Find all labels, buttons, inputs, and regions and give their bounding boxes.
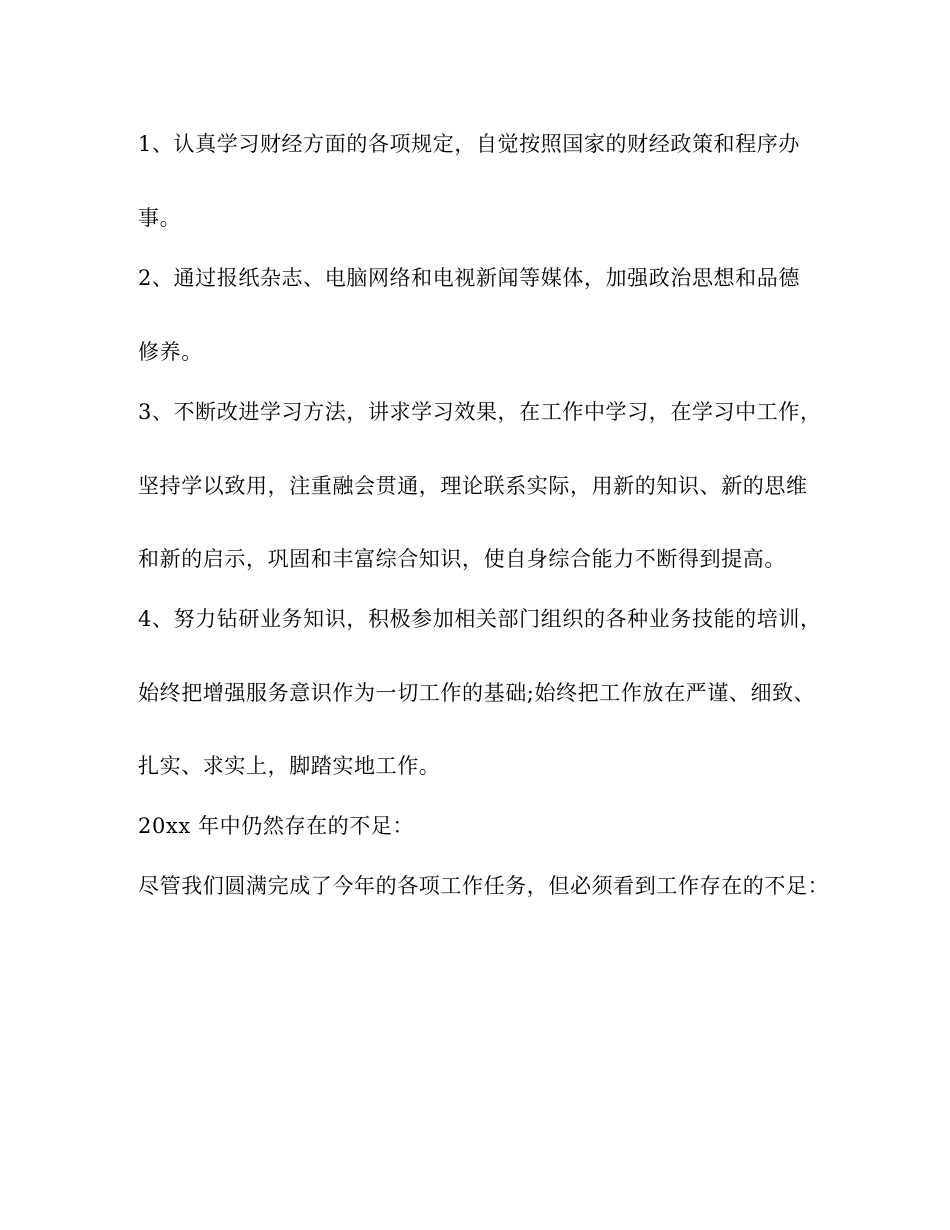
shortcomings-intro: 尽管我们圆满完成了今年的各项工作任务，但必须看到工作存在的不足： bbox=[138, 874, 830, 898]
item-1-line-2: 事。 bbox=[138, 206, 182, 230]
item-4-line-2: 始终把增强服务意识作为一切工作的基础;始终把工作放在严谨、细致、 bbox=[138, 681, 816, 705]
item-3-line-3: 和新的启示，巩固和丰富综合知识，使自身综合能力不断得到提高。 bbox=[138, 547, 786, 571]
item-4-line-1: 4、努力钻研业务知识，积极参加相关部门组织的各种业务技能的培训， bbox=[138, 607, 822, 631]
item-2-line-1: 2、通过报纸杂志、电脑网络和电视新闻等媒体，加强政治思想和品德 bbox=[138, 266, 800, 290]
section-heading-shortcomings: 20xx 年中仍然存在的不足： bbox=[138, 814, 415, 838]
item-2-line-2: 修养。 bbox=[138, 340, 203, 364]
item-4-line-3: 扎实、求实上，脚踏实地工作。 bbox=[138, 754, 441, 778]
item-3-line-1: 3、不断改进学习方法，讲求学习效果，在工作中学习，在学习中工作， bbox=[138, 400, 822, 424]
item-3-line-2: 坚持学以致用，注重融会贯通，理论联系实际，用新的知识、新的思维 bbox=[138, 474, 808, 498]
item-1-line-1: 1、认真学习财经方面的各项规定，自觉按照国家的财经政策和程序办 bbox=[138, 132, 800, 156]
